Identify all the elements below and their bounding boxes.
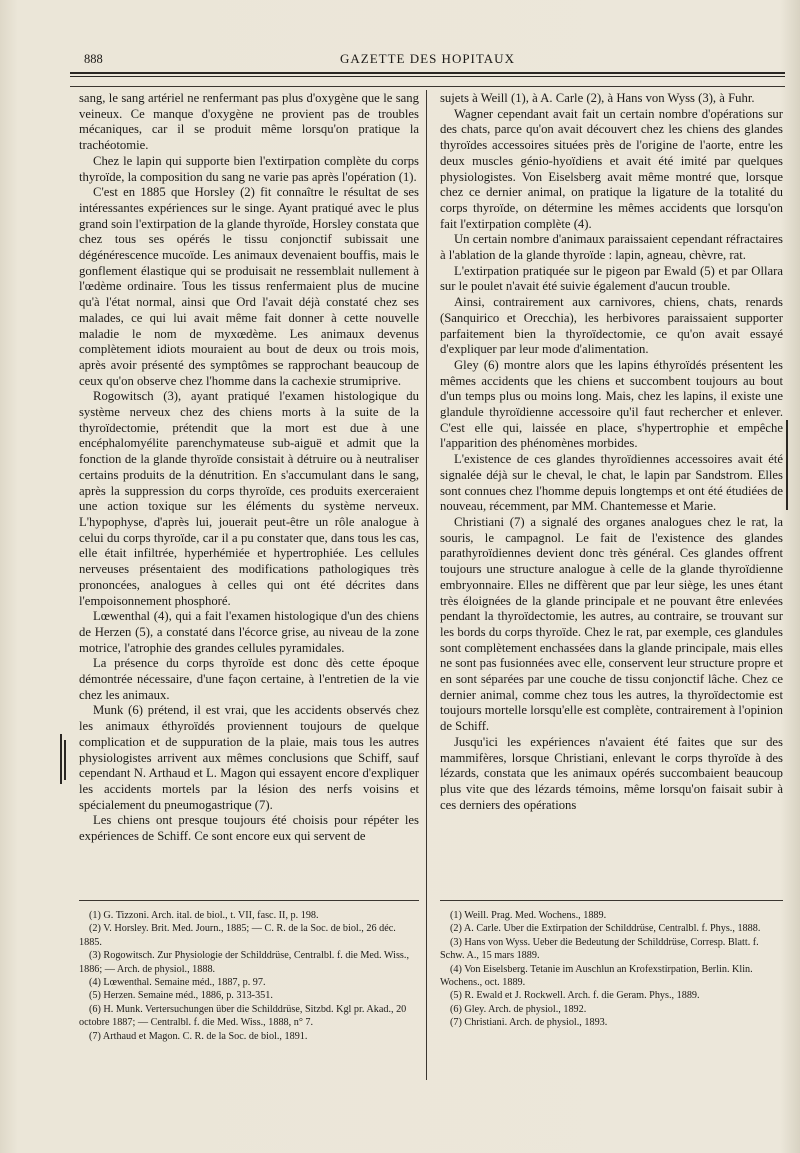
footnote: (3) Rogowitsch. Zur Physiologie der Schilddrüse, Centralbl. f. die Med. Wiss., 1886; — Arch. de physiol., 1888. — [79, 950, 409, 975]
footnote: (2) V. Horsley. Brit. Med. Journ., 1885; — C. R. de la Soc. de biol., 26 déc. 1885. — [79, 923, 396, 948]
article-paragraph: L'existence de ces glandes thyroïdiennes accessoires avait été signalée déjà sur le cheval, le chat, le lapin par Sandstrom. Elles sont connues chez l'homme depuis longtemps et ont été étudiées de nouveau, récemment, par MM. Chantemesse et Marie. — [440, 452, 783, 514]
journal-title: GAZETTE DES HOPITAUX — [340, 51, 515, 66]
footnote: (1) Weill. Prag. Med. Wochens., 1889. — [450, 910, 607, 921]
footnote: (6) H. Munk. Vertersuchungen über die Schilddrüse, Sitzbd. Kgl pr. Akad., 20 octobre 1887; — Centralbl. f. die Med. Wiss., 1888, n° 7. — [79, 1003, 407, 1029]
header-rule — [70, 72, 785, 74]
page-header — [70, 50, 785, 70]
footnote: (7) Arthaud et Magon. C. R. de la Soc. de biol., 1891. — [89, 1030, 308, 1042]
footnotes-right — [440, 909, 783, 1030]
footnote: (2) A. Carle. Uber die Extirpation der Schilddrüse, Centralbl. f. Phys., 1888. — [450, 923, 761, 935]
header-rule-lower — [70, 86, 785, 87]
footnote: (5) Herzen. Semaine méd., 1886, p. 313-351. — [89, 990, 273, 1002]
right-column — [440, 91, 783, 813]
footnote: (4) Lœwenthal. Semaine méd., 1887, p. 97. — [89, 977, 266, 989]
margin-mark — [64, 740, 66, 780]
footnote: (6) Gley. Arch. de physiol., 1892. — [450, 1003, 587, 1015]
article-paragraph: Les chiens ont presque toujours été choisis pour répéter les expériences de Schiff. Ce sont encore eux qui servent de — [79, 813, 419, 844]
article-paragraph: Wagner cependant avait fait un certain nombre d'opérations sur des chats, parce qu'on avait découvert chez les chiens des glandes thyroïdes accessoires situées près de l'origine de l'aorte, entre les deux muscles génio-hyoïdiens et avait été imité par quelques physiologistes. Von Eiselsberg avait même montré que, lorsque chez ce dernier animal, on pratique la ligature de la totalité du corps thyroïde, on détermine les mêmes accidents que lorsqu'on fait l'extirpation complète (4). — [440, 106, 783, 231]
footnote: (5) R. Ewald et J. Rockwell. Arch. f. die Geram. Phys., 1889. — [450, 990, 700, 1002]
article-paragraph: C'est en 1885 que Horsley (2) fit connaître le résultat de ses intéressantes expériences sur le singe. Ayant pratiqué avec le plus grand soin l'extirpation de la glande thyroïde, Horsley constata que chez tous ses opérés le tissu conjonctif subissait une dégénérescence mucoïde. Les animaux devenaient bouffis, mais le gonflement élastique qui se produisait ne ressemblait nullement à l'œdème ordinaire. Tous les tissus renfermaient plus de mucine qu'à l'état normal, ainsi que Ord l'avait déjà constaté chez ses malades, ce qui lui avait même fait donner à cette nouvelle maladie le nom de myxœdème. Les animaux devenus complètement idiots mouraient au bout de deux ou trois mois, après avoir présenté des symptômes se rapprochant beaucoup de ceux qu'on observe chez l'homme dans la cachexie strumiprive. — [79, 185, 419, 388]
article-paragraph: sang, le sang artériel ne renfermant pas plus d'oxygène que le sang veineux. Ce manque d'oxygène ne provient pas de troubles mécaniques, car il se produit même lorsqu'on pratique la trachéotomie. — [79, 91, 419, 153]
footnote: (7) Christiani. Arch. de physiol., 1893. — [450, 1017, 608, 1029]
article-paragraph: Christiani (7) a signalé des organes analogues chez le rat, la souris, le campagnol. Le fait de l'existence des glandes parathyroïdiennes devient donc très général. Ces glandes offrent toujours une structure analogue à celle de la glande thyroïdienne embryonnaire. Elles ne diffèrent que par leur siège, les unes étant très éloignées de la glande principale et ne pouvant être enlevées pendant la thyroïdectomie, les autres, au contraire, se trouvant sur les bords du corps thyroïde. Chez le rat, par exemple, ces glandules sont complètement enchassées dans la glande principale, mais elles ne sont pas fusionnées avec elle, conservent leur structure propre et en sont séparées par une couche de tissu conjonctif lâche. Chez ce dernier animal, comme chez tous les autres, la thyroïdectomie est toujours mortelle lorsqu'elle est complète, contrairement à l'opinion de Schiff. — [440, 514, 783, 734]
article-paragraph: La présence du corps thyroïde est donc dès cette époque démontrée nécessaire, d'une façon certaine, à l'entretien de la vie chez les animaux. — [79, 656, 419, 702]
article-paragraph: Chez le lapin qui supporte bien l'extirpation complète du corps thyroïde, la composition du sang ne varie pas après l'opération (1). — [79, 153, 419, 184]
footnotes-left — [79, 909, 419, 1043]
article-paragraph: L'extirpation pratiquée sur le pigeon par Ewald (5) et par Ollara sur le poulet n'avait été suivie également d'aucun trouble. — [440, 263, 783, 294]
margin-mark — [60, 734, 62, 784]
footnote-rule-left — [79, 900, 419, 901]
article-paragraph: Lœwenthal (4), qui a fait l'examen histologique d'un des chiens de Herzen (5), a constaté dans l'écorce grise, au niveau de la zone motrice, l'atrophie des grandes cellules pyramidales. — [79, 609, 419, 655]
column-divider — [426, 90, 427, 1080]
footnote: (1) G. Tizzoni. Arch. ital. de biol., t. VII, fasc. II, p. 198. — [89, 910, 319, 921]
article-paragraph: sujets à Weill (1), à A. Carle (2), à Hans von Wyss (3), à Fuhr. — [440, 91, 755, 105]
footnote-rule-right — [440, 900, 783, 901]
article-paragraph: Munk (6) prétend, il est vrai, que les accidents observés chez les animaux éthyroïdés proviennent toujours de quelque complication et de suppuration de la plaie, mais tous les autres physiologistes arrivent aux mêmes conclusions que Schiff, sauf cependant N. Arthaud et L. Magon qui essayent encore d'expliquer les accidents mortels par la lésion des nerfs voisins et spécialement du pneumogastrique (7). — [79, 703, 419, 812]
article-paragraph: Un certain nombre d'animaux paraissaient cependant réfractaires à l'ablation de la glande thyroïde : lapin, agneau, chèvre, rat. — [440, 232, 783, 263]
footnote: (3) Hans von Wyss. Ueber die Bedeutung der Schilddrüse, Corresp. Blatt. f. Schw. A., 15 mars 1889. — [440, 936, 759, 962]
left-column — [79, 91, 419, 845]
margin-mark — [786, 420, 788, 510]
page-number: 888 — [84, 52, 103, 66]
footnote: (4) Von Eiselsberg. Tetanie im Auschlun an Krofexstirpation, Berlin. Klin. Wochens., oct. 1889. — [440, 963, 753, 989]
article-paragraph: Jusqu'ici les expériences n'avaient été faites que sur des mammifères, lorsque Christiani, enlevant le corps thyroïde à des lézards, constata que les animaux opérés succombaient beaucoup plus vite que des lézards témoins, même lorsqu'on faisait subir à ces derniers des opérations — [440, 734, 783, 812]
article-paragraph: Ainsi, contrairement aux carnivores, chiens, chats, renards (Sanquirico et Orecchia), les herbivores paraissaient supporter parfaitement bien la thyroïdectomie, ce qu'on avait essayé d'expliquer par leur mode d'alimentation. — [440, 295, 783, 357]
header-rule-thin — [70, 76, 785, 77]
article-paragraph: Gley (6) montre alors que les lapins éthyroïdés présentent les mêmes accidents que les chiens et succombent toujours au bout d'un temps plus ou moins long. Mais, chez les lapins, il existe une glandule thyroïdienne accessoire qu'il faut rechercher et enlever. C'est elle qui, laissée en place, s'hypertrophie et empêche l'apparition des phénomènes morbides. — [440, 357, 783, 451]
article-paragraph: Rogowitsch (3), ayant pratiqué l'examen histologique du système nerveux chez des chiens morts à la suite de la thyroïdectomie, prétendit que la mort est due à une encéphalomyélite parenchymateuse sub-aiguë et admit que la fonction de la glande thyroïde consistait à détruire ou à neutraliser certains produits de la dénutrition. En s'accumulant dans le sang, après la suppression du corps thyroïde, ces produits exerceraient une action toxique sur les éléments du système nerveux. L'hypophyse, d'après lui, jouerait peut-être un rôle analogue à celui du corps thyroïde, car il a pu constater que, dans tous les cas, elle était infiltrée, hyperhémiée et hypertrophiée. Les cellules nerveuses présentaient des modifications pathologiques très prononcées, analogues à celles qui ont été décrites dans l'empoisonnement phosphoré. — [79, 389, 419, 608]
